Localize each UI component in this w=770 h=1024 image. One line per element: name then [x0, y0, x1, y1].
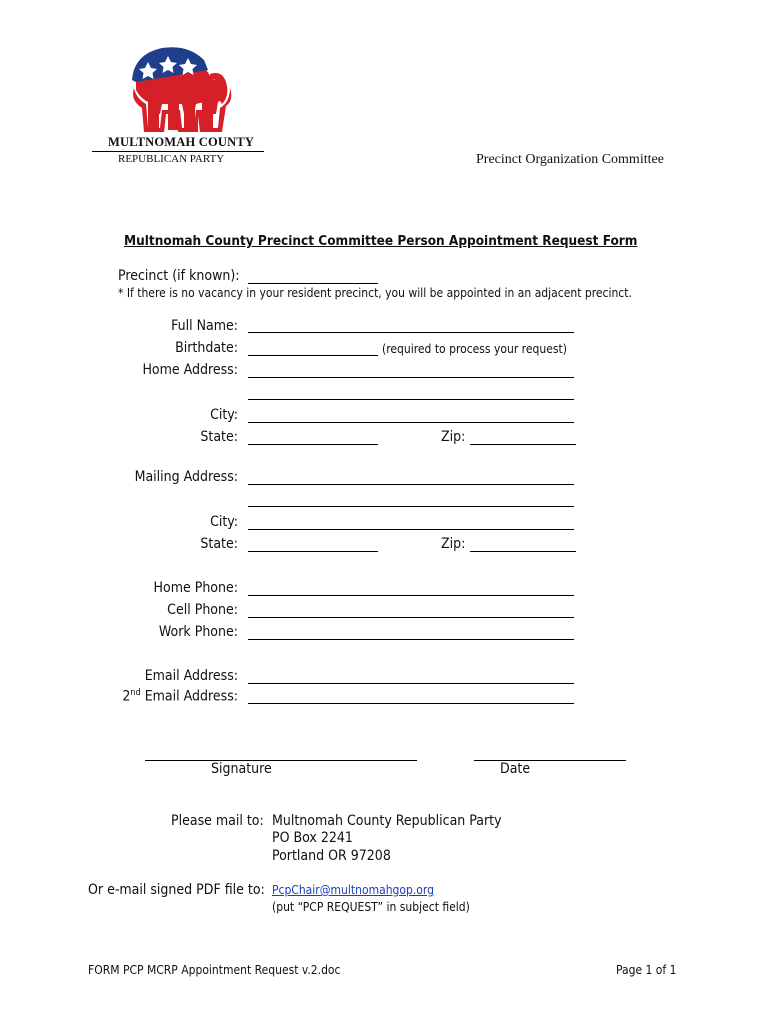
- home-address-field-1[interactable]: [248, 377, 574, 378]
- precinct-field[interactable]: [248, 283, 378, 284]
- mail-line3: Portland OR 97208: [272, 848, 391, 864]
- birthdate-field[interactable]: [248, 355, 378, 356]
- work-phone-field[interactable]: [248, 639, 574, 640]
- footer-page: Page 1 of 1: [616, 963, 677, 977]
- mailing-city-field[interactable]: [248, 529, 574, 530]
- mailing-city-label: City:: [210, 514, 238, 530]
- mailing-zip-label: Zip:: [441, 536, 466, 552]
- home-city-label: City:: [210, 407, 238, 423]
- mailing-address-field-2[interactable]: [248, 506, 574, 507]
- email-label: Email Address:: [144, 668, 238, 684]
- mailing-state-field[interactable]: [248, 551, 378, 552]
- party-logo: [122, 40, 242, 135]
- mail-label: Please mail to:: [171, 813, 264, 829]
- birthdate-label: Birthdate:: [175, 340, 238, 356]
- home-phone-label: Home Phone:: [153, 580, 238, 596]
- committee-name: Precinct Organization Committee: [476, 152, 664, 167]
- date-label: Date: [500, 761, 531, 777]
- form-title: Multnomah County Precinct Committee Person Appointment Request Form: [124, 233, 638, 249]
- org-name-divider: [92, 151, 264, 152]
- home-zip-field[interactable]: [470, 444, 576, 445]
- org-name-line2: REPUBLICAN PARTY: [118, 153, 225, 165]
- home-phone-field[interactable]: [248, 595, 574, 596]
- email2-field[interactable]: [248, 703, 574, 704]
- date-field[interactable]: [474, 760, 626, 761]
- email2-prefix: 2: [122, 688, 131, 705]
- email-link[interactable]: PcpChair@multnomahgop.org: [272, 883, 434, 897]
- precinct-note: * If there is no vacancy in your resident precinct, you will be appointed in an adjacent precinct.: [118, 286, 632, 300]
- email-submit-label: Or e-mail signed PDF file to:: [88, 882, 265, 898]
- email2-label: [122, 688, 238, 705]
- cell-phone-field[interactable]: [248, 617, 574, 618]
- mail-line2: PO Box 2241: [272, 830, 353, 846]
- mailing-zip-field[interactable]: [470, 551, 576, 552]
- home-state-field[interactable]: [248, 444, 378, 445]
- full-name-field[interactable]: [248, 332, 574, 333]
- work-phone-label: Work Phone:: [158, 624, 238, 640]
- home-address-field-2[interactable]: [248, 399, 574, 400]
- home-address-label: Home Address:: [142, 362, 238, 378]
- mailing-address-label: Mailing Address:: [134, 469, 238, 485]
- email2-text: Email Address:: [140, 688, 238, 705]
- mailing-address-field-1[interactable]: [248, 484, 574, 485]
- precinct-label: Precinct (if known):: [118, 268, 240, 284]
- cell-phone-label: Cell Phone:: [167, 602, 238, 618]
- home-city-field[interactable]: [248, 422, 574, 423]
- signature-field[interactable]: [145, 760, 417, 761]
- org-name-line1: MULTNOMAH COUNTY: [108, 135, 255, 149]
- email-field[interactable]: [248, 683, 574, 684]
- signature-label: Signature: [211, 761, 272, 777]
- birthdate-note: (required to process your request): [382, 342, 567, 356]
- home-state-label: State:: [200, 429, 238, 445]
- full-name-label: Full Name:: [171, 318, 238, 334]
- email-note: (put “PCP REQUEST” in subject field): [272, 900, 470, 914]
- mail-line1: Multnomah County Republican Party: [272, 813, 502, 829]
- home-zip-label: Zip:: [441, 429, 466, 445]
- footer-doc-name: FORM PCP MCRP Appointment Request v.2.doc: [88, 963, 341, 977]
- mailing-state-label: State:: [200, 536, 238, 552]
- email2-sup: nd: [130, 688, 141, 698]
